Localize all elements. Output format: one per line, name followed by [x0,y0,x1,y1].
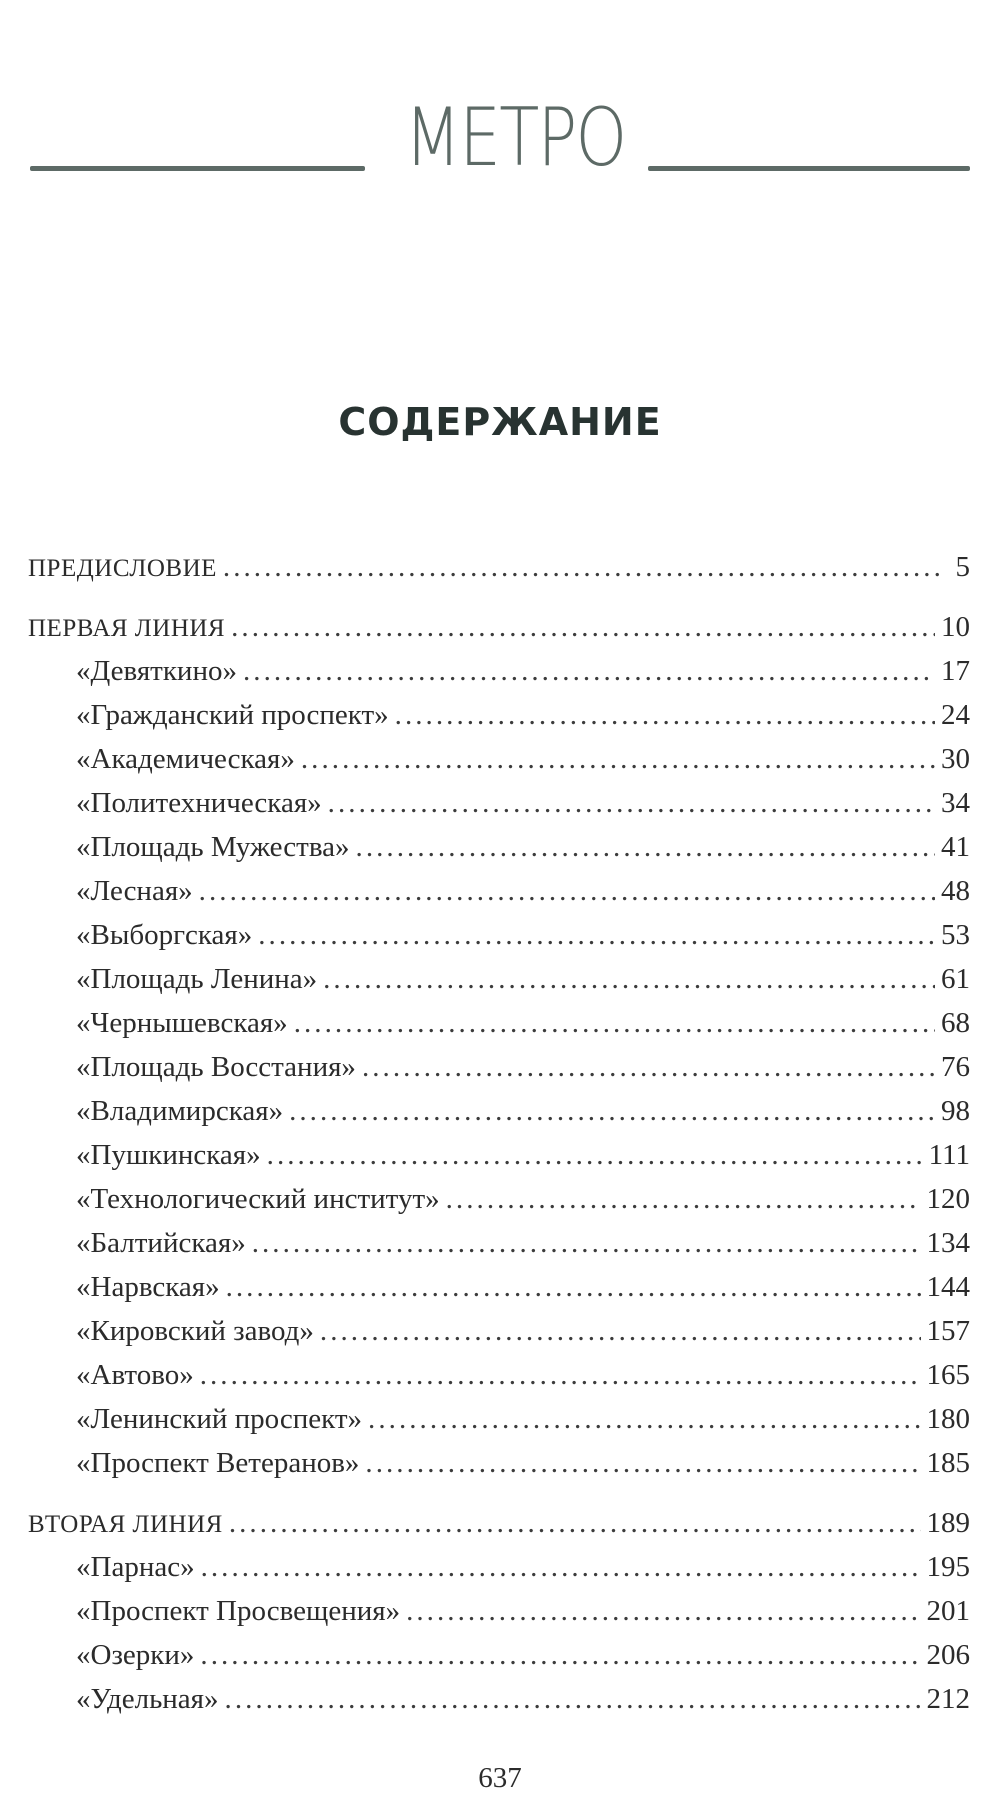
toc-entry-page: 185 [926,1447,970,1479]
toc-entry-label: «Площадь Мужества» [76,831,350,863]
toc-dot-leader [301,737,935,781]
toc-entry[interactable] [28,913,970,957]
toc-entry-page: 68 [941,1007,970,1039]
header-rule-left [30,166,365,171]
series-logo: МЕТРО [404,91,626,184]
toc-entry[interactable] [28,1309,970,1353]
toc-entry-label: ПЕРВАЯ ЛИНИЯ [28,615,226,642]
toc-entry-page: 212 [926,1683,970,1715]
toc-dot-leader [289,1089,935,1133]
toc-entry-label: «Площадь Ленина» [76,963,318,995]
toc-entry[interactable] [28,1677,970,1721]
toc-entry-page: 120 [926,1183,970,1215]
toc-entry-label: «Технологический институт» [76,1183,440,1215]
toc-dot-leader [362,1045,935,1089]
toc-entry[interactable] [28,957,970,1001]
toc-entry-page: 34 [941,787,970,819]
toc-dot-leader [368,1397,920,1441]
toc-entry-page: 144 [926,1271,970,1303]
toc-entry-page: 165 [926,1359,970,1391]
toc-dot-leader [243,649,935,693]
toc-entry-label: «Нарвская» [76,1271,220,1303]
toc-dot-leader [356,825,935,869]
toc-entry-page: 30 [941,743,970,775]
toc-dot-leader [199,869,935,913]
toc-dot-leader [226,1265,921,1309]
toc-entry-page: 206 [926,1639,970,1671]
toc-dot-leader [231,605,935,649]
toc-entry-label: «Ленинский проспект» [76,1403,363,1435]
toc-entry[interactable] [28,1133,970,1177]
toc-entry-page: 17 [941,655,970,687]
toc-section-entry[interactable] [28,545,970,589]
toc-entry[interactable] [28,1089,970,1133]
toc-entry-label: «Автово» [76,1359,194,1391]
toc-entry[interactable] [28,1001,970,1045]
toc-entry-page: 134 [926,1227,970,1259]
toc-entry[interactable] [28,1633,970,1677]
toc-entry-page: 195 [926,1551,970,1583]
toc-dot-leader [395,693,935,737]
toc-entry[interactable] [28,1589,970,1633]
toc-entry-page: 48 [941,875,970,907]
toc-entry-label: «Лесная» [76,875,193,907]
toc-entry-label: «Девяткино» [76,655,237,687]
toc-entry[interactable] [28,1221,970,1265]
toc-entry-page: 98 [941,1095,970,1127]
toc-entry-page: 10 [941,611,970,643]
page-number: 637 [478,1762,522,1794]
toc-entry-label: «Политехническая» [76,787,322,819]
toc-entry-page: 61 [941,963,970,995]
toc-dot-leader [365,1441,920,1485]
toc-dot-leader [200,1353,921,1397]
toc-entry[interactable] [28,1545,970,1589]
table-of-contents [28,545,970,1721]
series-logo-header [30,91,970,184]
toc-dot-leader [201,1545,921,1589]
page-title: СОДЕРЖАНИЕ [338,400,662,444]
toc-entry-label: «Парнас» [76,1551,195,1583]
toc-entry[interactable] [28,737,970,781]
toc-entry[interactable] [28,649,970,693]
toc-entry-page: 157 [926,1315,970,1347]
toc-entry[interactable] [28,1353,970,1397]
toc-dot-leader [225,1677,921,1721]
toc-entry-label: «Кировский завод» [76,1315,314,1347]
toc-entry-page: 111 [928,1139,970,1171]
toc-entry-page: 24 [941,699,970,731]
toc-entry-label: «Проспект Просвещения» [76,1595,401,1627]
toc-entry-page: 5 [955,551,970,583]
toc-dot-leader [406,1589,920,1633]
toc-entry-page: 41 [941,831,970,863]
toc-entry-label: «Гражданский проспект» [76,699,389,731]
toc-section-entry[interactable] [28,605,970,649]
toc-entry[interactable] [28,1265,970,1309]
toc-entry-label: «Площадь Восстания» [76,1051,356,1083]
toc-entry-label: «Удельная» [76,1683,219,1715]
toc-entry-label: «Чернышевская» [76,1007,288,1039]
toc-entry[interactable] [28,1397,970,1441]
toc-dot-leader [323,957,935,1001]
toc-entry-page: 189 [926,1507,970,1539]
toc-entry-label: ВТОРАЯ ЛИНИЯ [28,1511,223,1538]
toc-entry[interactable] [28,1177,970,1221]
toc-entry-label: «Владимирская» [76,1095,284,1127]
toc-dot-leader [223,545,940,589]
toc-dot-leader [258,913,935,957]
toc-entry[interactable] [28,825,970,869]
toc-dot-leader [294,1001,935,1045]
toc-entry-page: 201 [926,1595,970,1627]
toc-entry[interactable] [28,1045,970,1089]
toc-entry-label: «Проспект Ветеранов» [76,1447,360,1479]
toc-entry-page: 53 [941,919,970,951]
header-rule-right [648,166,970,171]
toc-dot-leader [252,1221,921,1265]
toc-entry-label: ПРЕДИСЛОВИЕ [28,555,217,582]
toc-entry-label: «Академическая» [76,743,295,775]
toc-entry[interactable] [28,869,970,913]
toc-entry-page: 76 [941,1051,970,1083]
toc-entry-label: «Озерки» [76,1639,195,1671]
toc-entry-label: «Балтийская» [76,1227,246,1259]
toc-dot-leader [229,1501,921,1545]
toc-section-entry[interactable] [28,1501,970,1545]
toc-entry-label: «Выборгская» [76,919,253,951]
toc-entry[interactable] [28,781,970,825]
toc-dot-leader [446,1177,921,1221]
toc-dot-leader [267,1133,923,1177]
toc-entry-label: «Пушкинская» [76,1139,261,1171]
toc-dot-leader [320,1309,921,1353]
toc-entry[interactable] [28,693,970,737]
toc-entry[interactable] [28,1441,970,1485]
toc-dot-leader [200,1633,920,1677]
toc-dot-leader [328,781,935,825]
toc-entry-page: 180 [926,1403,970,1435]
